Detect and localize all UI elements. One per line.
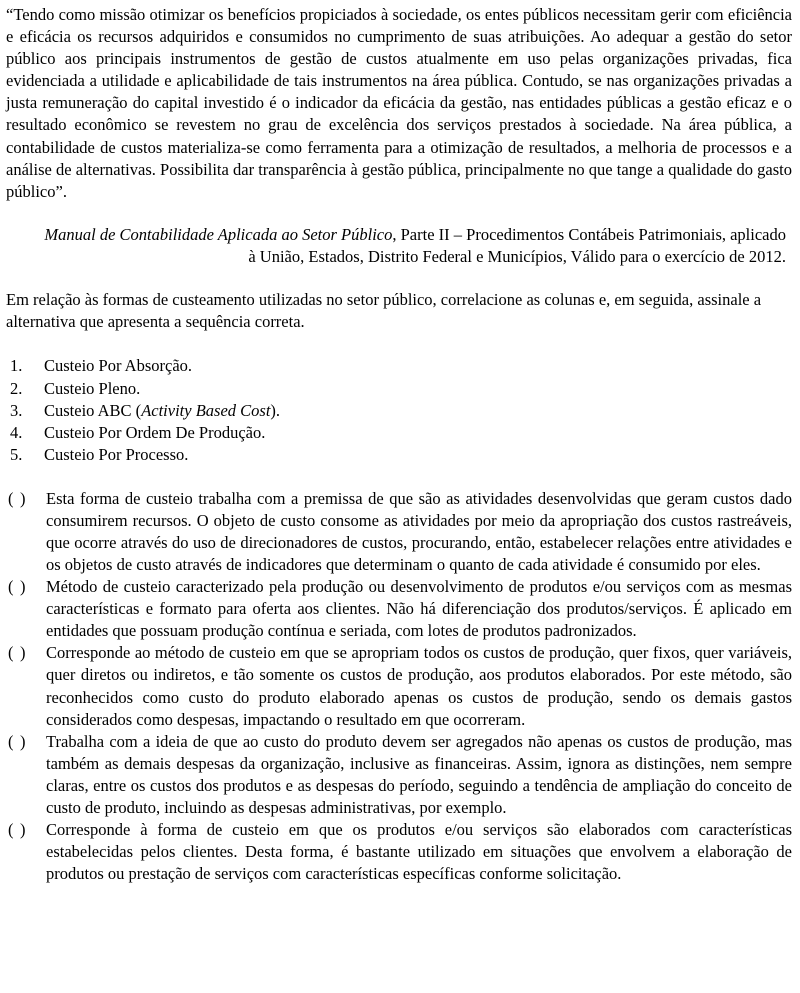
- citation-details: , Parte II – Procedimentos Contábeis Patrimoniais, aplicado à União, Estados, Distrito Federal e Municípios, Válido para o exercício de 2012.: [248, 224, 786, 266]
- match-item-checkbox[interactable]: ( ): [8, 731, 27, 751]
- citation-source: [36, 224, 786, 268]
- match-item-text: Corresponde ao método de custeio em que se apropriam todos os custos de produção, quer fixos, quer variáveis, quer diretos ou indiretos, e tão somente os custos de produção, aos produtos elaborados. Por este método, são reconhecidos como custo do produto elaborado apenas os custos de produção, sendo os demais gastos considerados como despesas, impactando o resultado em que ocorreram.: [46, 643, 792, 729]
- list-item: [6, 444, 792, 466]
- list-item-number: 4.: [10, 423, 23, 443]
- block-quote: “Tendo como missão otimizar os benefícios propiciados à sociedade, os entes públicos necessitam gerir com eficiência e eficácia os recursos adquiridos e consumidos no cumprimento de suas atribuições. Ao adequar a gestão do setor público aos principais instrumentos de gestão de custos atualmente em uso pelas organizações privadas, fica evidenciada a utilidade e aplicabilidade de tais instrumentos na área pública. Contudo, se nas organizações privadas a justa remuneração do capital investido é o indicador da eficácia da gestão, nas entidades públicas a gestão eficaz e o resultado econômico se revestem no grau de excelência dos serviços prestados à sociedade. Na área pública, a contabilidade de custos materializa-se como ferramenta para a otimização de resultados, a melhoria de processos e a análise de alternativas. Possibilita dar transparência à gestão pública, principalmente no que tange a qualidade do gasto público”.: [6, 5, 792, 201]
- match-item-text: Trabalha com a ideia de que ao custo do produto devem ser agregados não apenas os custos de produção, mas também as demais despesas da organização, inclusive as financeiras. Assim, ignora as distinções, nem sempre claras, entre os custos dos produtos e as despesas do período, seguindo a tendência de ampliação do conceito de custo de produto, incluindo as despesas administrativas, por exemplo.: [46, 731, 792, 818]
- list-item: [6, 400, 792, 422]
- list-item-number: 3.: [10, 400, 23, 420]
- list-item-italic-term: Activity Based Cost: [141, 400, 271, 420]
- list-item-label: Custeio Por Processo.: [44, 445, 189, 465]
- match-item: [6, 576, 792, 642]
- list-item: [6, 422, 792, 444]
- match-item-checkbox[interactable]: ( ): [8, 488, 27, 508]
- list-item-label: Custeio Por Absorção.: [44, 356, 193, 376]
- list-item-number: 1.: [10, 356, 23, 376]
- match-item-checkbox[interactable]: ( ): [8, 820, 27, 840]
- list-item-number: 5.: [10, 445, 23, 465]
- list-item-label: Custeio ABC (: [44, 400, 142, 420]
- match-item: [6, 819, 792, 885]
- costing-methods-list: [6, 355, 792, 466]
- correlation-items-list: [6, 488, 792, 886]
- match-item: [6, 642, 792, 730]
- list-item: [6, 355, 792, 377]
- match-item-checkbox[interactable]: ( ): [8, 577, 27, 597]
- citation-title: Manual de Contabilidade Aplicada ao Setor Público: [44, 224, 393, 244]
- match-item-text: Corresponde à forma de custeio em que os produtos e/ou serviços são elaborados com características estabelecidas pelos clientes. Desta forma, é bastante utilizado em situações que envolvem a elaboração de produtos ou prestação de serviços com características específicas conforme solicitação.: [46, 820, 792, 884]
- instruction-paragraph: Em relação às formas de custeamento utilizadas no setor público, correlacione as colunas e, em seguida, assinale a alternativa que apresenta a sequência correta.: [6, 290, 762, 332]
- match-item-checkbox[interactable]: ( ): [8, 643, 27, 663]
- list-item-label: Custeio Por Ordem De Produção.: [44, 423, 266, 443]
- match-item-text: Esta forma de custeio trabalha com a premissa de que são as atividades desenvolvidas que geram custos dado consumirem recursos. O objeto de custo consome as atividades por meio da apropriação dos custos rastreáveis, que ocorre através do uso de direcionadores de custos, procurando, então, estabelecer relações entre atividades e os objetos de custo através de indicadores que determinam o quanto de cada atividade é consumido por eles.: [46, 488, 792, 574]
- list-item-suffix: ).: [270, 400, 281, 420]
- match-item: [6, 731, 792, 819]
- match-item: [6, 488, 792, 576]
- match-item-text: Método de custeio caracterizado pela produção ou desenvolvimento de produtos e/ou serviços com as mesmas características e formato para oferta aos clientes. Não há diferenciação dos produtos/serviços. É aplicado em entidades que possuam produção contínua e seriada, com lotes de produtos padronizados.: [46, 577, 792, 641]
- list-item: [6, 378, 792, 400]
- list-item-number: 2.: [10, 378, 23, 398]
- list-item-label: Custeio Pleno.: [44, 378, 141, 398]
